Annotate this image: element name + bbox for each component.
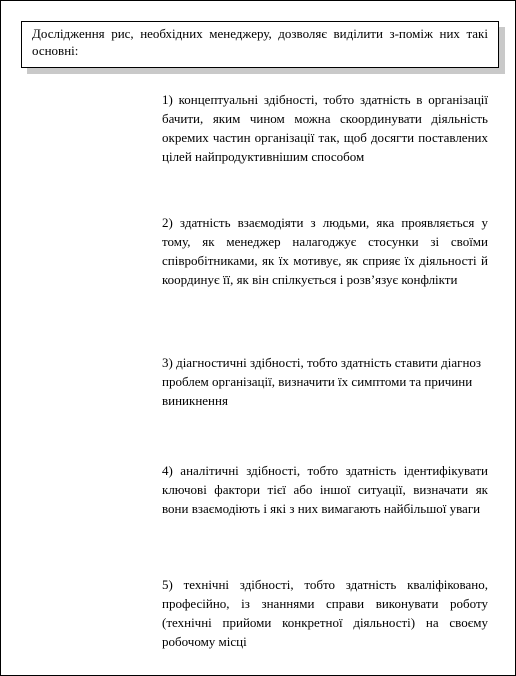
list-item-analytical-skills: 4) аналітичні здібності, тобто здатність ідентифікувати ключові фактори тієї або іншої ситуації, визначати як вони взаємодіють і які з них вимагають найбільшої уваги — [162, 463, 488, 516]
list-item-technical-skills: 5) технічні здібності, тобто здатність кваліфіковано, професійно, із знаннями справи виконувати роботу (технічні прийоми конкретної діяльності) на своєму робочому місці — [162, 577, 488, 649]
list-item-interpersonal-skills: 2) здатність взаємодіяти з людьми, яка проявляється у тому, як менеджер налагоджує стосунки зі своїми співробітниками, як їх мотивує, як сприяє їх діяльності й координує її, як він спілкується і розв’язує конфлікти — [162, 215, 488, 287]
list-item-diagnostic-skills: 3) діагностичні здібності, тобто здатність ставити діагноз проблем організації, визначити їх симптоми та причини виникнення — [162, 355, 482, 408]
list-item-conceptual-skills: 1) концептуальні здібності, тобто здатність в організації бачити, яким чином можна скоординувати діяльність окремих частин організації так, щоб досягти поставлених цілей найпродуктивнішим способом — [162, 92, 488, 164]
intro-text-box: Дослідження рис, необхідних менеджеру, дозволяє виділити з-поміж них такі основні: — [21, 21, 499, 68]
